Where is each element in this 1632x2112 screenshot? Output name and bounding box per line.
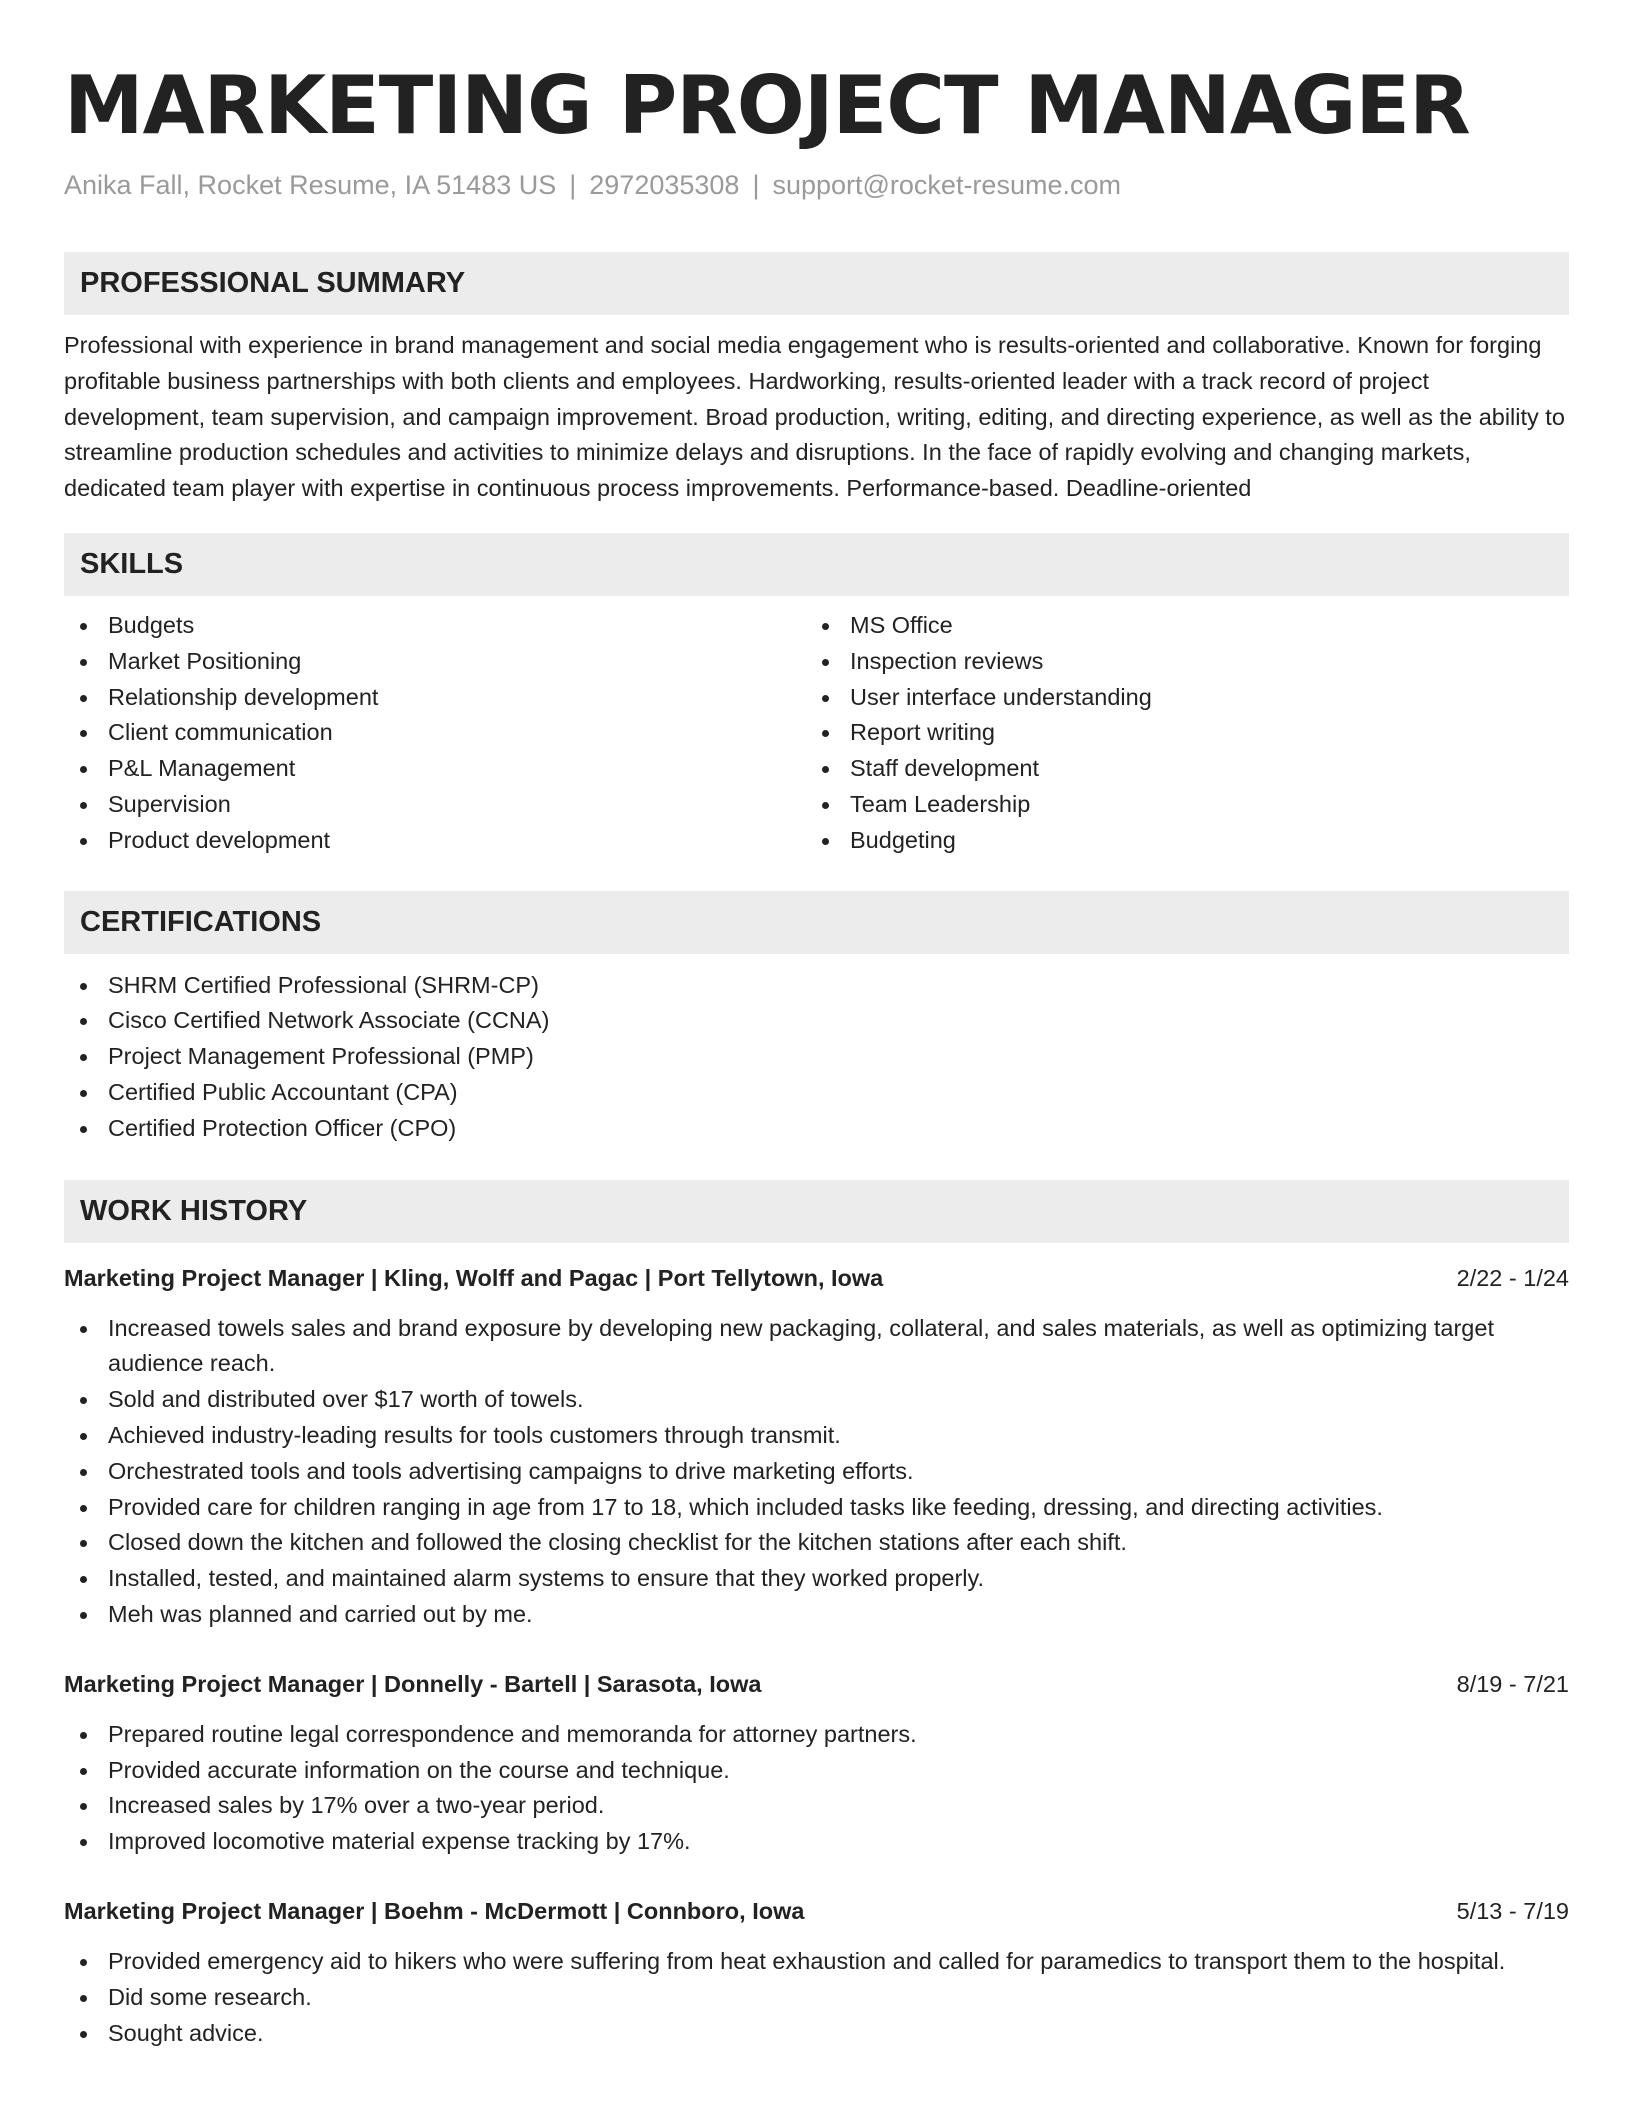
job-header — [64, 1894, 1569, 1928]
contact-email: support@rocket-resume.com — [772, 170, 1121, 200]
job-header — [64, 1667, 1569, 1701]
job-dates: 2/22 - 1/24 — [1456, 1264, 1569, 1291]
summary-text: Professional with experience in brand management and social media engagement who is results-oriented and collaborative. Known for forging profitable business partnerships with both clients and employees. Hardworking, results-oriented leader with a track record of project development, team supervision, and campaign improvement. Broad production, writing, editing, and directing experience, as well as the ability to streamline production schedules and activities to minimize delays and disruptions. In the face of rapidly evolving and changing markets, dedicated team player with expertise in continuous process improvements. Performance-based. Deadline-oriented — [64, 332, 1565, 502]
skill-item: Report writing — [806, 715, 1548, 751]
job-bullet: Improved locomotive material expense tracking by 17%. — [64, 1824, 1569, 1860]
skill-item: Client communication — [64, 715, 806, 751]
job-bullet: Sold and distributed over $17 worth of towels. — [64, 1382, 1569, 1418]
certifications-list — [64, 968, 1569, 1147]
job-bullet: Orchestrated tools and tools advertising campaigns to drive marketing efforts. — [64, 1454, 1569, 1490]
job-bullet: Prepared routine legal correspondence and memoranda for attorney partners. — [64, 1717, 1569, 1753]
skill-item: Supervision — [64, 787, 806, 823]
resume-page — [64, 0, 1569, 2051]
skills-list-left — [64, 608, 806, 859]
contact-phone: 2972035308 — [589, 170, 740, 200]
job-bullet: Provided emergency aid to hikers who were suffering from heat exhaustion and called for paramedics to transport them to the hospital. — [64, 1944, 1569, 1980]
certification-item: Cisco Certified Network Associate (CCNA) — [64, 1003, 1569, 1039]
job-bullet: Provided care for children ranging in age from 17 to 18, which included tasks like feeding, dressing, and directing activities. — [64, 1490, 1569, 1526]
job-bullet: Installed, tested, and maintained alarm systems to ensure that they worked properly. — [64, 1561, 1569, 1597]
skills-column-right — [806, 608, 1548, 859]
job-entry — [64, 1894, 1569, 2051]
skill-item: MS Office — [806, 608, 1548, 644]
job-bullet: Closed down the kitchen and followed the closing checklist for the kitchen stations after each shift. — [64, 1525, 1569, 1561]
skill-item: Team Leadership — [806, 787, 1548, 823]
skill-item: Budgets — [64, 608, 806, 644]
job-bullet: Increased sales by 17% over a two-year period. — [64, 1788, 1569, 1824]
skill-item: Inspection reviews — [806, 644, 1548, 680]
job-bullets — [64, 1717, 1569, 1860]
job-dates: 5/13 - 7/19 — [1456, 1897, 1569, 1924]
contact-address: Anika Fall, Rocket Resume, IA 51483 US — [64, 170, 557, 200]
skills-list-right — [806, 608, 1548, 859]
skill-item: Product development — [64, 823, 806, 859]
job-entry — [64, 1261, 1569, 1633]
section-header-certifications: CERTIFICATIONS — [64, 891, 1569, 954]
job-bullet: Provided accurate information on the course and technique. — [64, 1753, 1569, 1789]
skill-item: Budgeting — [806, 823, 1548, 859]
job-bullet: Sought advice. — [64, 2016, 1569, 2052]
job-header — [64, 1261, 1569, 1295]
job-bullets — [64, 1311, 1569, 1633]
contact-line — [64, 168, 1569, 202]
skills-columns — [64, 608, 1569, 859]
section-header-skills: SKILLS — [64, 533, 1569, 596]
job-bullet: Increased towels sales and brand exposure by developing new packaging, collateral, and sales materials, as well as optimizing target audience reach. — [64, 1311, 1569, 1383]
job-entry — [64, 1667, 1569, 1860]
contact-separator: | — [569, 170, 577, 200]
skill-item: User interface understanding — [806, 680, 1548, 716]
certification-item: Certified Protection Officer (CPO) — [64, 1111, 1569, 1147]
skill-item: P&L Management — [64, 751, 806, 787]
skill-item: Market Positioning — [64, 644, 806, 680]
skills-column-left — [64, 608, 806, 859]
job-bullets — [64, 1944, 1569, 2051]
job-title: Marketing Project Manager | Donnelly - Bartell | Sarasota, Iowa — [64, 1670, 762, 1697]
job-bullet: Did some research. — [64, 1980, 1569, 2016]
job-title: Marketing Project Manager | Kling, Wolff and Pagac | Port Tellytown, Iowa — [64, 1264, 884, 1291]
resume-title: MARKETING PROJECT MANAGER — [64, 59, 1470, 152]
job-bullet: Achieved industry-leading results for tools customers through transmit. — [64, 1418, 1569, 1454]
contact-separator: | — [752, 170, 760, 200]
skill-item: Relationship development — [64, 680, 806, 716]
certification-item: SHRM Certified Professional (SHRM-CP) — [64, 968, 1569, 1004]
section-header-work-history: WORK HISTORY — [64, 1180, 1569, 1243]
job-bullet: Meh was planned and carried out by me. — [64, 1597, 1569, 1633]
skill-item: Staff development — [806, 751, 1548, 787]
certification-item: Project Management Professional (PMP) — [64, 1039, 1569, 1075]
certification-item: Certified Public Accountant (CPA) — [64, 1075, 1569, 1111]
job-title: Marketing Project Manager | Boehm - McDermott | Connboro, Iowa — [64, 1897, 805, 1924]
section-header-summary: PROFESSIONAL SUMMARY — [64, 252, 1569, 315]
job-dates: 8/19 - 7/21 — [1456, 1670, 1569, 1697]
